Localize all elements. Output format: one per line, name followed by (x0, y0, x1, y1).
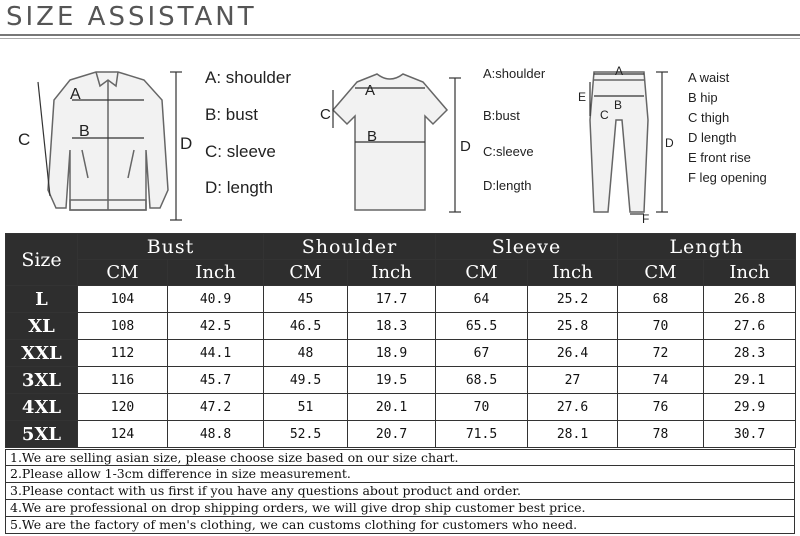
jacket-mark-b: B (79, 123, 90, 140)
table-body (6, 286, 796, 448)
unit-header: Inch (168, 260, 264, 286)
group-header-length: Length (618, 234, 796, 260)
tshirt-mark-a: A (365, 82, 376, 99)
table-cell: 47.2 (168, 394, 264, 421)
table-cell: 48.8 (168, 421, 264, 448)
table-cell: 64 (436, 286, 528, 313)
jacket-legend-length: D: length (205, 178, 274, 197)
tshirt-legend-shoulder: A:shoulder (483, 66, 546, 81)
table-cell: 72 (618, 340, 704, 367)
tshirt-legend-length: D:length (483, 178, 532, 193)
table-cell: 45.7 (168, 367, 264, 394)
header-divider-thin (0, 38, 800, 39)
unit-header: Inch (704, 260, 796, 286)
table-cell: 70 (436, 394, 528, 421)
table-row (6, 421, 796, 448)
tshirt-icon (315, 60, 465, 225)
pants-legend-leg-opening: F leg opening (688, 170, 767, 185)
table-cell: 74 (618, 367, 704, 394)
jacket-diagram (0, 60, 320, 225)
jacket-legend-shoulder: A: shoulder (205, 68, 291, 87)
pants-mark-b: B (614, 98, 623, 112)
unit-header: Inch (528, 260, 618, 286)
table-row (6, 367, 796, 394)
pants-mark-c: C (600, 108, 609, 122)
pants-legend-hip: B hip (688, 90, 718, 105)
note-item: 5.We are the factory of men's clothing, we can customs clothing for customers who need. (5, 517, 795, 534)
tshirt-mark-b: B (367, 128, 378, 145)
group-header-bust: Bust (78, 234, 264, 260)
table-row (6, 340, 796, 367)
pants-mark-d: D (665, 136, 674, 150)
size-label: XL (6, 313, 78, 340)
table-cell: 42.5 (168, 313, 264, 340)
table-cell: 27.6 (704, 313, 796, 340)
note-item: 2.Please allow 1-3cm difference in size measurement. (5, 466, 795, 483)
jacket-legend-sleeve: C: sleeve (205, 142, 276, 161)
table-cell: 17.7 (348, 286, 436, 313)
table-cell: 18.3 (348, 313, 436, 340)
table-cell: 116 (78, 367, 168, 394)
table-cell: 45 (264, 286, 348, 313)
unit-header: CM (78, 260, 168, 286)
table-cell: 44.1 (168, 340, 264, 367)
unit-header: CM (436, 260, 528, 286)
table-cell: 71.5 (436, 421, 528, 448)
pants-mark-a: A (615, 64, 624, 78)
table-cell: 20.1 (348, 394, 436, 421)
table-cell: 67 (436, 340, 528, 367)
tshirt-diagram (315, 60, 560, 225)
table-row (6, 313, 796, 340)
table-cell: 27 (528, 367, 618, 394)
group-header-sleeve: Sleeve (436, 234, 618, 260)
table-cell: 76 (618, 394, 704, 421)
jacket-mark-a: A (70, 86, 81, 103)
table-cell: 19.5 (348, 367, 436, 394)
table-row (6, 394, 796, 421)
page-title: SIZE ASSISTANT (6, 2, 257, 32)
table-cell: 20.7 (348, 421, 436, 448)
tshirt-mark-c: C (320, 106, 331, 123)
pants-mark-e: E (578, 90, 587, 104)
header (0, 0, 800, 40)
table-cell: 46.5 (264, 313, 348, 340)
size-column-header: Size (6, 234, 78, 286)
table-cell: 30.7 (704, 421, 796, 448)
table-cell: 68 (618, 286, 704, 313)
table-cell: 65.5 (436, 313, 528, 340)
table-cell: 25.2 (528, 286, 618, 313)
table-cell: 78 (618, 421, 704, 448)
table-cell: 26.4 (528, 340, 618, 367)
size-label: 5XL (6, 421, 78, 448)
pants-legend-thigh: C thigh (688, 110, 730, 125)
size-label: 3XL (6, 367, 78, 394)
table-cell: 27.6 (528, 394, 618, 421)
note-item: 3.Please contact with us first if you have any questions about product and order. (5, 483, 795, 500)
table-cell: 70 (618, 313, 704, 340)
table-cell: 124 (78, 421, 168, 448)
pants-mark-f: F (642, 212, 650, 226)
notes-list (5, 449, 795, 534)
pants-diagram (570, 60, 795, 225)
note-item: 1.We are selling asian size, please choose size based on our size chart. (5, 449, 795, 466)
table-cell: 120 (78, 394, 168, 421)
table-cell: 29.9 (704, 394, 796, 421)
size-label: 4XL (6, 394, 78, 421)
table-cell: 28.3 (704, 340, 796, 367)
unit-header: Inch (348, 260, 436, 286)
table-cell: 108 (78, 313, 168, 340)
table-cell: 48 (264, 340, 348, 367)
table-cell: 26.8 (704, 286, 796, 313)
pants-legend-length: D length (688, 130, 737, 145)
table-cell: 68.5 (436, 367, 528, 394)
size-label: XXL (6, 340, 78, 367)
size-label: L (6, 286, 78, 313)
unit-header: CM (618, 260, 704, 286)
table-cell: 52.5 (264, 421, 348, 448)
jacket-legend-bust: B: bust (205, 105, 258, 124)
tshirt-legend-sleeve: C:sleeve (483, 144, 534, 159)
table-cell: 49.5 (264, 367, 348, 394)
table-cell: 112 (78, 340, 168, 367)
jacket-mark-c: C (18, 130, 31, 149)
tshirt-legend-bust: B:bust (483, 108, 520, 123)
jacket-mark-d: D (180, 134, 193, 153)
unit-header: CM (264, 260, 348, 286)
table-cell: 18.9 (348, 340, 436, 367)
table-cell: 40.9 (168, 286, 264, 313)
note-item: 4.We are professional on drop shipping orders, we will give drop ship customer best price. (5, 500, 795, 517)
table-cell: 25.8 (528, 313, 618, 340)
size-chart-table (5, 233, 796, 448)
group-header-shoulder: Shoulder (264, 234, 436, 260)
pants-legend-front-rise: E front rise (688, 150, 751, 165)
header-divider (0, 34, 800, 36)
table-cell: 29.1 (704, 367, 796, 394)
pants-legend-waist: A waist (688, 70, 730, 85)
tshirt-mark-d: D (460, 138, 471, 155)
table-cell: 104 (78, 286, 168, 313)
table-cell: 51 (264, 394, 348, 421)
pants-icon (570, 60, 680, 225)
table-row (6, 286, 796, 313)
table-cell: 28.1 (528, 421, 618, 448)
